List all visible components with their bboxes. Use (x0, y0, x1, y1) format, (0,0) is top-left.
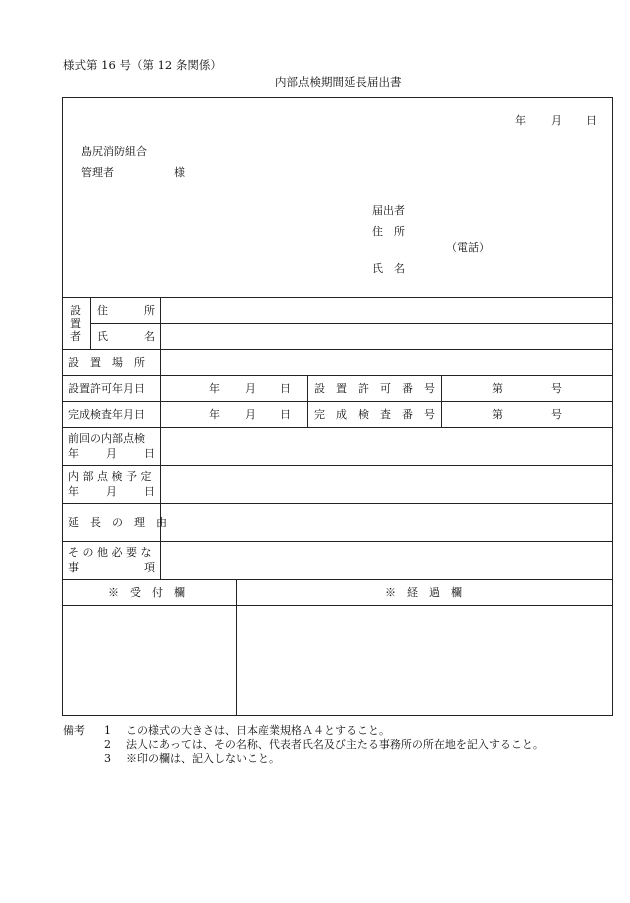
extension-reason-label: 延 長 の 理 由 (68, 516, 167, 529)
installer-group-char-3: 者 (70, 330, 81, 343)
notes-label: 備考 (63, 724, 85, 737)
note-2-number: 2 (104, 738, 111, 751)
rule-installer-bottom (62, 349, 613, 350)
date-year: 年 (515, 114, 526, 127)
date-month: 月 (551, 114, 562, 127)
date-day: 日 (586, 114, 597, 127)
installer-group-char-1: 設 (70, 304, 81, 317)
installer-address-label-b: 所 (144, 304, 155, 317)
other-items-label-b: 項 (144, 561, 155, 574)
reception-column-label: ※ 受 付 欄 (108, 586, 185, 599)
rule-permit (62, 401, 613, 402)
notifier-address-label: 住 所 (372, 225, 405, 238)
prev-inspection-day: 日 (144, 447, 155, 460)
permit-number-go: 号 (551, 382, 562, 395)
vrule-permit-number (441, 375, 442, 427)
rule-other (62, 579, 613, 580)
document-title: 内部点検期間延長届出書 (275, 75, 402, 89)
note-2-text: 法人にあっては、その名称、代表者氏名及び主たる事務所の所在地を記入すること。 (126, 738, 544, 751)
rule-planned (62, 503, 613, 504)
vrule-stamp-divider (236, 579, 237, 716)
vrule-label-column (160, 297, 161, 579)
installer-group-char-2: 置 (70, 317, 81, 330)
prev-inspection-year: 年 (68, 447, 79, 460)
notifier-name-label: 氏 名 (372, 262, 405, 275)
rule-reason (62, 541, 613, 542)
vrule-installer-group (90, 297, 91, 349)
prev-inspection-month: 月 (106, 447, 117, 460)
prev-inspection-label: 前回の内部点検 (68, 432, 145, 445)
permit-number-label: 設 置 許 可 番 号 (314, 382, 435, 395)
completion-number-label: 完 成 検 査 番 号 (314, 408, 435, 421)
permit-number-dai: 第 (492, 382, 503, 395)
notifier-label: 届出者 (372, 204, 405, 217)
rule-completion (62, 427, 613, 428)
form-frame (62, 97, 613, 716)
planned-inspection-day: 日 (144, 485, 155, 498)
completion-number-go: 号 (551, 408, 562, 421)
planned-inspection-label: 内 部 点 検 予 定 (68, 470, 152, 483)
planned-inspection-month: 月 (106, 485, 117, 498)
planned-inspection-year: 年 (68, 485, 79, 498)
completion-date-month: 月 (245, 408, 256, 421)
recipient-honorific: 様 (174, 166, 185, 179)
rule-installer-mid (90, 323, 613, 324)
note-3-text: ※印の欄は、記入しないこと。 (126, 752, 280, 765)
notifier-phone-label: （電話） (446, 241, 490, 254)
recipient-title: 管理者 (81, 166, 114, 179)
other-items-label-a: 事 (68, 561, 79, 574)
permit-date-month: 月 (245, 382, 256, 395)
rule-stamp-header (62, 605, 613, 606)
permit-date-year: 年 (209, 382, 220, 395)
note-1-number: 1 (104, 724, 111, 737)
completion-date-year: 年 (209, 408, 220, 421)
completion-number-dai: 第 (492, 408, 503, 421)
permit-date-label: 設置許可年月日 (68, 382, 145, 395)
rule-location (62, 375, 613, 376)
note-3-number: 3 (104, 752, 111, 765)
installer-address-label-a: 住 (97, 304, 108, 317)
installer-name-label-b: 名 (144, 330, 155, 343)
completion-date-label: 完成検査年月日 (68, 408, 145, 421)
recipient-org: 島尻消防組合 (81, 145, 147, 158)
installer-name-label-a: 氏 (97, 330, 108, 343)
location-label: 設 置 場 所 (68, 356, 145, 369)
rule-prev (62, 465, 613, 466)
form-number: 様式第 16 号（第 12 条関係） (63, 58, 222, 72)
completion-date-day: 日 (280, 408, 291, 421)
rule-top-section (62, 297, 613, 298)
note-1-text: この様式の大きさは、日本産業規格Ａ４とすること。 (126, 724, 390, 737)
progress-column-label: ※ 経 過 欄 (385, 586, 462, 599)
other-items-label: そ の 他 必 要 な (68, 546, 152, 559)
permit-date-day: 日 (280, 382, 291, 395)
vrule-permit-mid (307, 375, 308, 427)
